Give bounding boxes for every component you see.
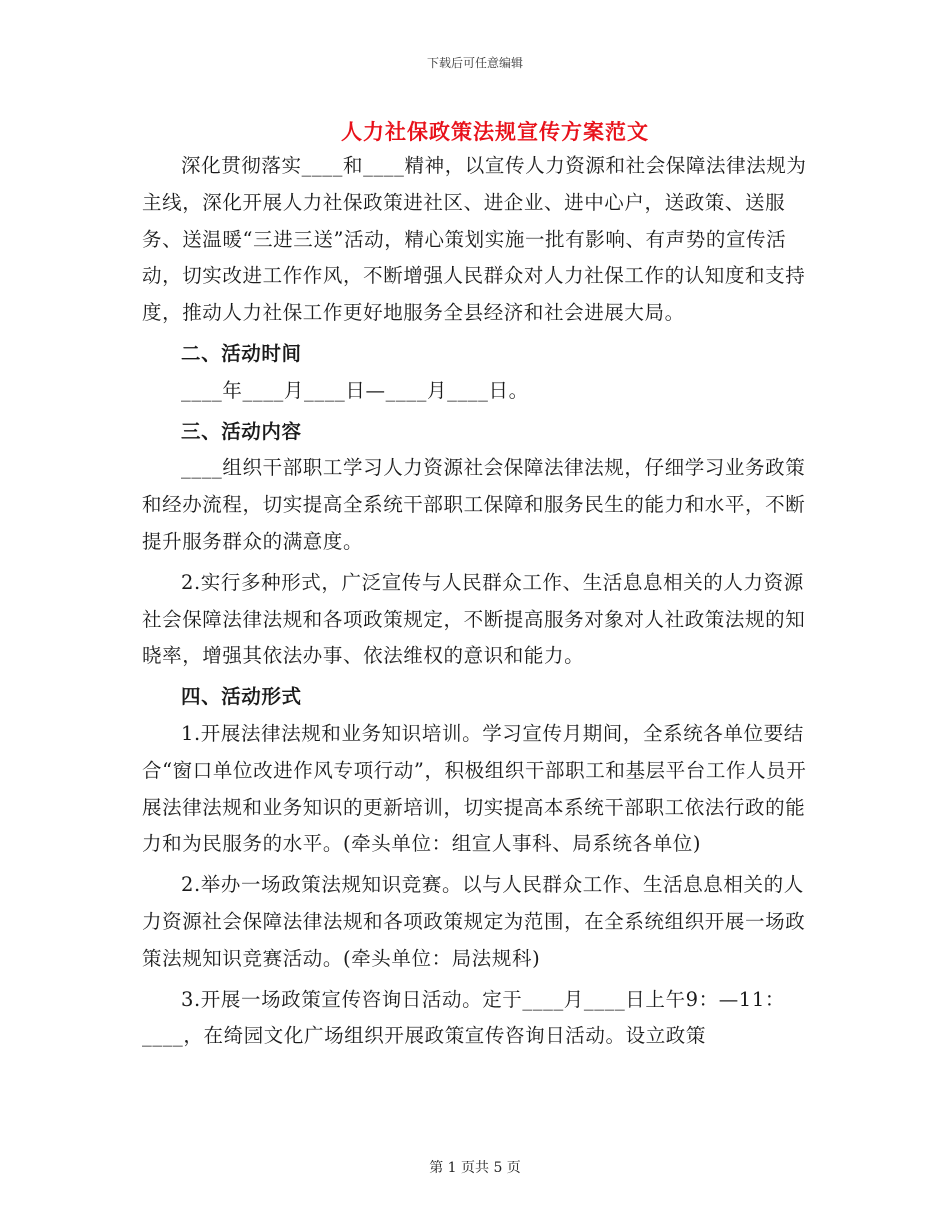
header-note: 下载后可任意编辑 [426, 56, 523, 70]
content-paragraph-2: 2.实行多种形式，广泛宣传与人民群众工作、生活息息相关的人力资源社会保障法律法规和各项政策规定，不断提高服务对象对人社政策法规的知晓率，增强其依法办事、依法维权的意识和能力。 [142, 570, 806, 668]
document-title: 人力社保政策法规宣传方案范文 [341, 120, 649, 144]
time-paragraph: ____年____月____日—____月____日。 [181, 378, 529, 402]
section-heading-content: 三、活动内容 [181, 419, 302, 443]
form-paragraph-3: 3.开展一场政策宣传咨询日活动。定于____月____日上午9：—11：____，在绮园文化广场组织开展政策宣传咨询日活动。设立政策 [142, 987, 785, 1048]
form-paragraph-2: 2.举办一场政策法规知识竞赛。以与人民群众工作、生活息息相关的人力资源社会保障法律法规和各项政策规定为范围，在全系统组织开展一场政策法规知识竞赛活动。(牵头单位：局法规科) [142, 873, 806, 970]
document-body [142, 148, 822, 1055]
form-paragraph-1: 1.开展法律法规和业务知识培训。学习宣传月期间，全系统各单位要结合“窗口单位改进作风专项行动”，积极组织干部职工和基层平台工作人员开展法律法规和业务知识的更新培训，切实提高本系统干部职工依法行政的能力和为民服务的水平。(牵头单位：组宣人事科、局系统各单位) [142, 721, 807, 856]
page-number: 第 1 页共 5 页 [429, 1160, 521, 1176]
intro-paragraph: 深化贯彻落实____和____精神，以宣传人力资源和社会保障法律法规为主线，深化开展人力社保政策进社区、进企业、进中心户，送政策、送服务、送温暖“三进三送”活动，精心策划实施一批有影响、有声势的宣传活动，切实改进工作作风，不断增强人民群众对人力社保工作的认知度和支持度，推动人力社保工作更好地服务全县经济和社会进展大局。 [142, 154, 807, 325]
section-heading-time: 二、活动时间 [181, 341, 302, 365]
content-paragraph-1: ____组织干部职工学习人力资源社会保障法律法规，仔细学习业务政策和经办流程，切实提高全系统干部职工保障和服务民生的能力和水平，不断提升服务群众的满意度。 [142, 456, 806, 553]
section-heading-form: 四、活动形式 [181, 685, 302, 709]
